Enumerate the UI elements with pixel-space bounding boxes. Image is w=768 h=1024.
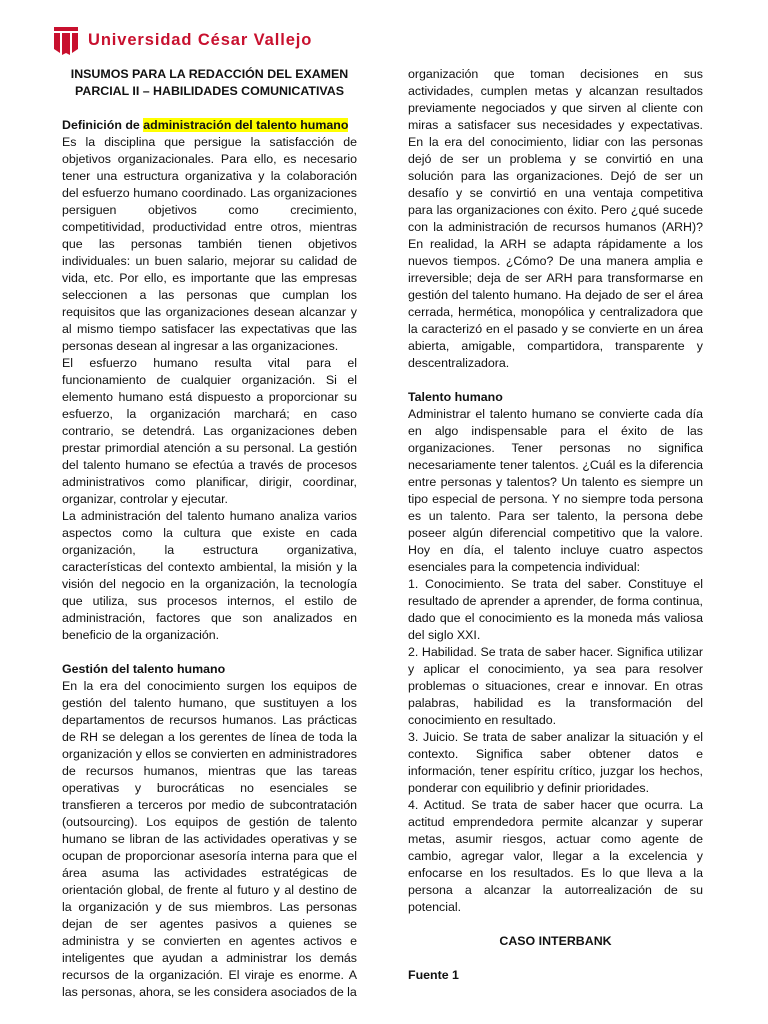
document-title-line-1: INSUMOS PARA LA REDACCIÓN DEL EXAMEN: [70, 67, 349, 81]
fuente-heading: Fuente 1: [408, 968, 459, 982]
definition-paragraph-3: La administración del talento humano analiza varios aspectos como la cultura que existe en cada organización, la estructura organizativa, características del contexto ambiental, la misión y la visión del negocio en la organización, la tecnología que utiliza, sus procesos internos, el estilo de administración, factores que son analizados en beneficio de la organización.: [62, 509, 357, 642]
page-header: [53, 22, 312, 58]
definition-heading: [62, 117, 357, 134]
definition-heading-highlight: administración del talento humano: [143, 118, 349, 132]
document-title-line-2: PARCIAL II – HABILIDADES COMUNICATIVAS: [75, 84, 344, 98]
left-column: [62, 66, 357, 1001]
list-item-juicio: 3. Juicio. Se trata de saber analizar la situación y el contexto. Significa saber obtener datos e información, tener espíritu crítico, juzgar los hechos, ponderar con equilibrio y definir prioridades.: [408, 730, 703, 795]
list-item-conocimiento: 1. Conocimiento. Se trata del saber. Constituye el resultado de aprender a aprender, de forma continua, dado que el conocimiento es la moneda más valiosa del siglo XXI.: [408, 577, 703, 642]
list-item-actitud: 4. Actitud. Se trata de saber hacer que ocurra. La actitud emprendedora permite alcanzar y superar metas, asumir riesgos, actuar como agente de cambio, agregar valor, llegar a la excelencia y enfocarse en los resultados. Es lo que lleva a la persona a alcanzar la autorrealización de su potencial.: [408, 798, 703, 914]
ucv-shield-logo-icon: [53, 25, 79, 55]
right-column: [408, 66, 703, 984]
talento-paragraph: Administrar el talento humano se convierte cada día en algo indispensable para el éxito de las organizaciones. Tener personas no significa necesariamente tener talentos. ¿Cuál es la diferencia entre personas y talentos? Un talento es siempre un tipo especial de persona. Y no siempre toda persona es un talento. Para ser talento, la persona debe poseer algún diferencial competitivo que la valore. Hoy en día, el talento incluye cuatro aspectos esenciales para la competencia individual:: [408, 407, 703, 574]
continued-paragraph: organización que toman decisiones en sus actividades, cumplen metas y alcanzan resultados previamente negociados y que sirven al cliente con miras a satisfacer sus necesidades y expectativas. En la era del conocimiento, lidiar con las personas dejó de ser un problema y se convirtió en una solución para las organizaciones. Dejó de ser un desafío y se convirtió en una ventaja competitiva para las organizaciones con éxito. Pero ¿qué sucede con la administración de recursos humanos (ARH)? En realidad, la ARH se adapta rápidamente a los nuevos tiempos. ¿Cómo? De una manera amplia e irreversible; deja de ser ARH para transformarse en gestión del talento humano. Ha dejado de ser el área cerrada, hermética, monopólica y centralizadora que la caracterizó en el pasado y se convierte en un área abierta, amigable, compartidora, transparente y descentralizadora.: [408, 67, 703, 370]
definition-heading-prefix: Definición de: [62, 118, 144, 132]
talento-heading: Talento humano: [408, 390, 503, 404]
definition-paragraph-1: Es la disciplina que persigue la satisfacción de objetivos organizacionales. Para ello, es necesario tener una estructura organizativa y la colaboración del esfuerzo humano coordinado. Las organizaciones persiguen objetivos como crecimiento, competitividad, productividad entre otros, mientras que las personas también tienen objetivos individuales: un buen salario, mejorar su calidad de vida, etc. Por ello, es importante que las empresas seleccionen a las personas que cumplan los requisitos que las organizaciones desean alcanzar y al mismo tiempo satisfacer las expectativas que las personas desean al ingresar a las organizaciones.: [62, 135, 357, 353]
definition-paragraph-2: El esfuerzo humano resulta vital para el funcionamiento de cualquier organización. Si el elemento humano está dispuesto a proporcionar su esfuerzo, la organización marchará; en caso contrario, se detendrá. Las organizaciones deben prestar primordial atención a su personal. La gestión del talento humano se efectúa a través de procesos administrativos como planificar, dirigir, coordinar, organizar, controlar y ejecutar.: [62, 356, 357, 506]
caso-interbank-heading: CASO INTERBANK: [499, 934, 612, 948]
gestion-heading: Gestión del talento humano: [62, 662, 226, 676]
list-item-habilidad: 2. Habilidad. Se trata de saber hacer. Significa utilizar y aplicar el conocimiento, ya sea para resolver problemas o situaciones, crear e innovar. En otras palabras, habilidad es la transformación del conocimiento en resultado.: [408, 645, 703, 727]
brand-name: Universidad César Vallejo: [88, 30, 313, 49]
gestion-paragraph: En la era del conocimiento surgen los equipos de gestión del talento humano, que sustituyen a los departamentos de recursos humanos. Las prácticas de RH se delegan a los gerentes de línea de toda la organización y ellos se convierten en administradores de recursos humanos, mientras que las tareas operativas y burocráticas no esenciales se transfieren a terceros por medio de subcontratación (outsourcing). Los equipos de gestión de talento humano se libran de las actividades operativas y se ocupan de proporcionar asesoría interna para que el área asuma las actividades estratégicas de orientación global, de frente al futuro y al destino de la organización y de sus miembros. Las personas dejan de ser agentes pasivos a quienes se administra y se convierten en agentes activos e inteligentes que ayudan a administrar los demás recursos de la organización. El viraje es enorme. A las personas, ahora, se les considera asociados de la: [62, 679, 357, 999]
